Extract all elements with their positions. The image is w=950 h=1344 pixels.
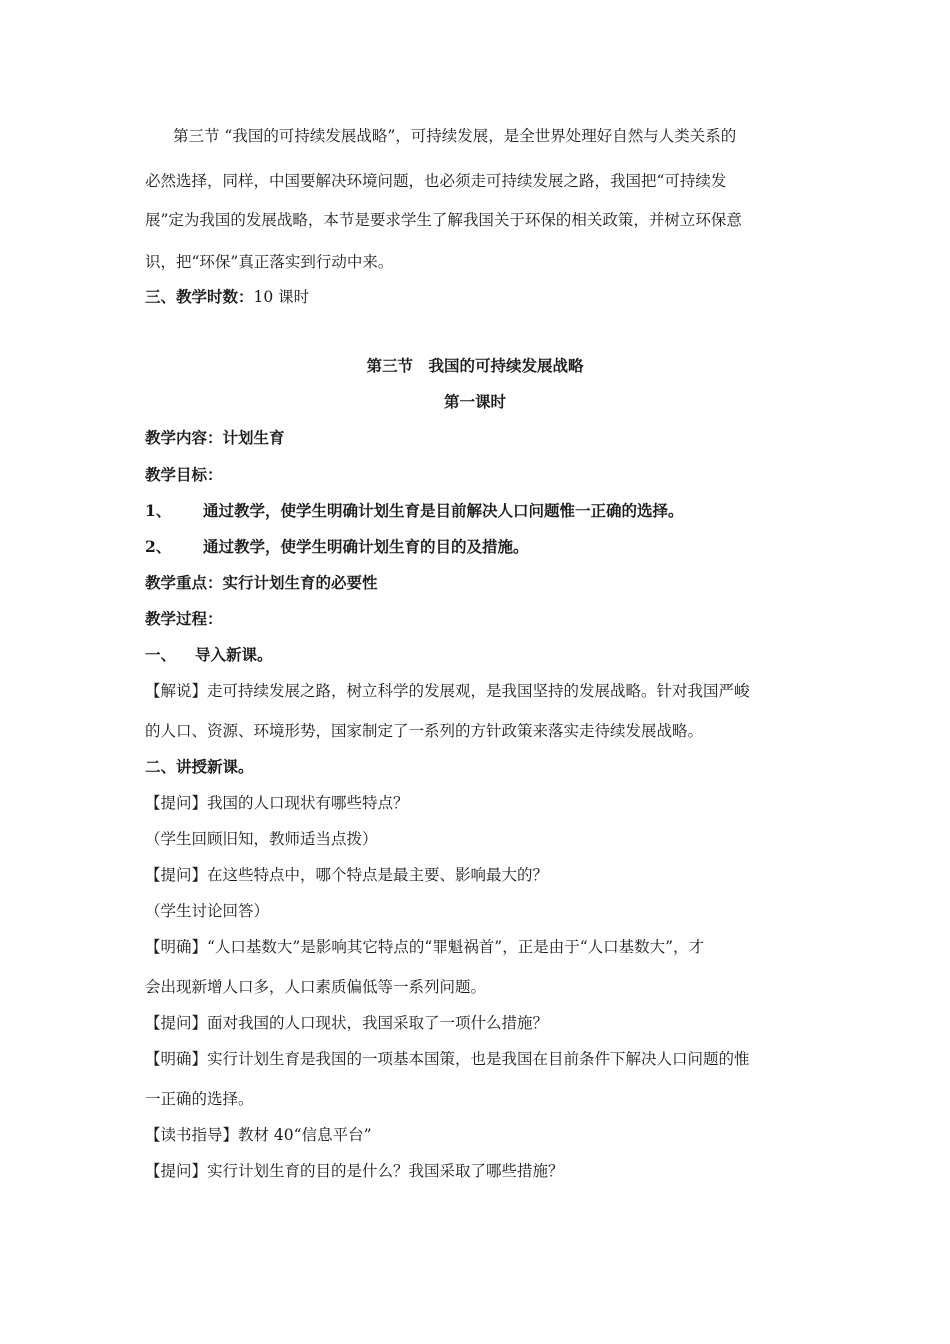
question-4: 【提问】实行计划生育的目的是什么？我国采取了哪些措施？: [145, 1162, 564, 1180]
teaching-goals-label: 教学目标：: [145, 465, 223, 484]
intro-line-2: 必然选择，同样，中国要解决环境问题，也必须走可持续发展之路，我国把“可持续发: [145, 172, 727, 190]
reading-guide: 【读书指导】教材 40“信息平台”: [145, 1126, 372, 1144]
lesson-title: 第一课时: [443, 392, 506, 411]
note-2: （学生讨论回答）: [145, 902, 270, 920]
explain-line-2: 的人口、资源、环境形势，国家制定了一系列的方针政策来落实走待续发展战略。: [145, 722, 704, 740]
question-1: 【提问】我国的人口现状有哪些特点？: [145, 794, 409, 812]
teaching-content: 教学内容：计划生育: [145, 428, 285, 447]
section-title: 第三节 我国的可持续发展战略: [366, 356, 584, 375]
clarify-1-line-2: 会出现新增人口多，人口素质偏低等一系列问题。: [145, 978, 487, 996]
intro-line-4: 识，把“环保”真正落实到行动中来。: [145, 253, 394, 271]
teaching-hours-label: 三、教学时数：: [145, 287, 254, 306]
intro-line-3: 展”定为我国的发展战略，本节是要求学生了解我国关于环保的相关政策，并树立环保意: [145, 211, 742, 229]
question-3: 【提问】面对我国的人口现状，我国采取了一项什么措施？: [145, 1014, 549, 1032]
question-2: 【提问】在这些特点中，哪个特点是最主要、影响最大的？: [145, 866, 549, 884]
goal-item-1: 1、 通过教学，使学生明确计划生育是目前解决人口问题惟一正确的选择。: [145, 501, 684, 520]
intro-line-1: 第三节 “我国的可持续发展战略”，可持续发展，是全世界处理好自然与人类关系的: [173, 127, 737, 145]
goal-item-2: 2、 通过教学，使学生明确计划生育的目的及措施。: [145, 537, 529, 556]
teaching-process-label: 教学过程：: [145, 609, 223, 628]
note-1: （学生回顾旧知，教师适当点拨）: [145, 830, 378, 848]
step-1: 一、 导入新课。: [145, 645, 273, 664]
clarify-1-line-1: 【明确】“人口基数大”是影响其它特点的“罪魁祸首”，正是由于“人口基数大”，才: [145, 938, 705, 956]
explain-line-1: 【解说】走可持续发展之路，树立科学的发展观，是我国坚持的发展战略。针对我国严峻: [145, 682, 750, 700]
teaching-focus: 教学重点：实行计划生育的必要性: [145, 573, 378, 592]
clarify-2-line-2: 一正确的选择。: [145, 1090, 254, 1108]
teaching-hours-value: 10 课时: [253, 288, 310, 306]
teaching-hours: [145, 287, 309, 307]
step-2: 二、讲授新课。: [145, 757, 254, 776]
clarify-2-line-1: 【明确】实行计划生育是我国的一项基本国策，也是我国在目前条件下解决人口问题的惟: [145, 1050, 750, 1068]
